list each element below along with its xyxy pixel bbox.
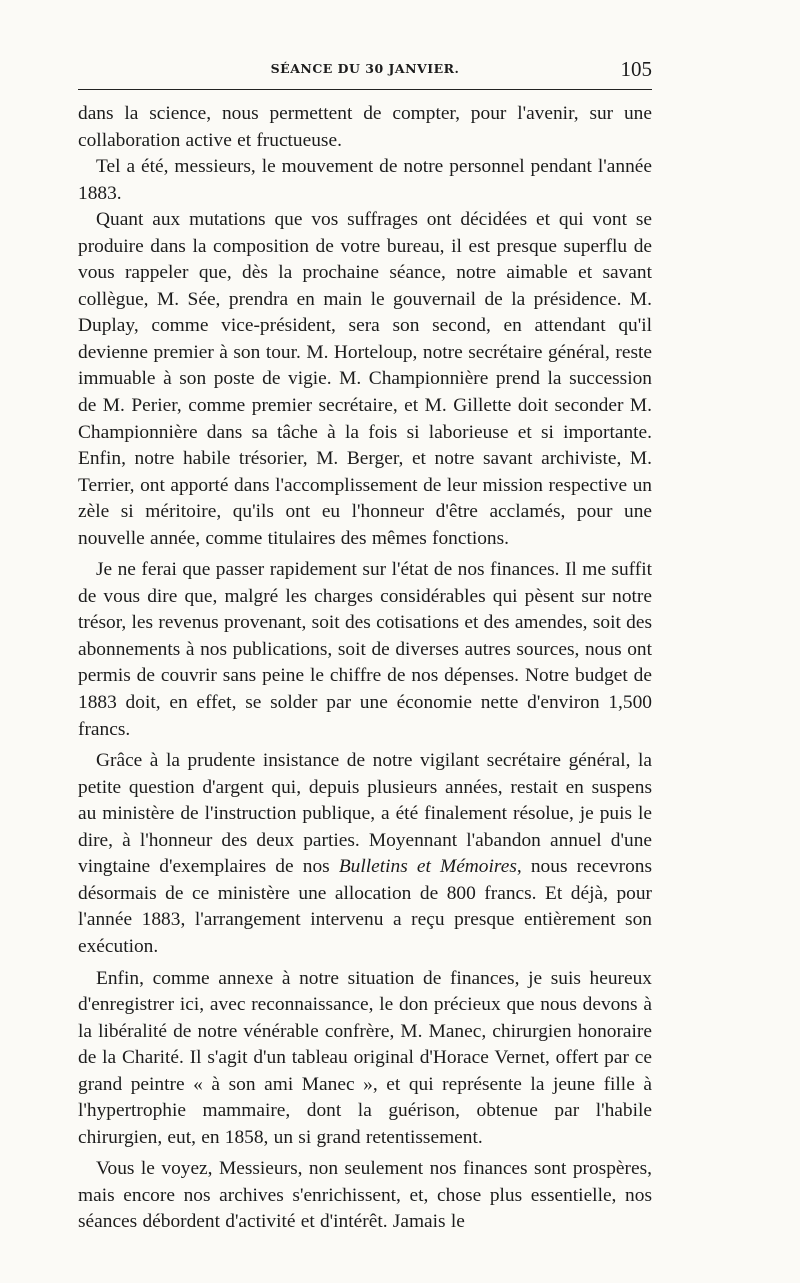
paragraph-bureau: Quant aux mutations que vos suffrages ont décidées et qui vont se produire dans la composition de votre bureau, il est presque superflu de vous rappeler que, dès la prochaine séance, notre aimable et savant collègue, M. Sée, prendra en main le gouvernail de la présidence. M. Duplay, comme vice-président, sera son second, en attendant qu'il devienne premier à son tour. M. Horteloup, notre secrétaire général, reste immuable à son poste de vigie. M. Championnière prend la succession de M. Perier, comme premier secrétaire, et M. Gillette doit seconder M. Championnière dans sa tâche à la fois si laborieuse et si importante. Enfin, notre habile trésorier, M. Berger, et notre savant archiviste, M. Terrier, ont apporté dans l'accomplissement de leur mission respective un zèle si méritoire, qu'ils ont eu l'honneur d'être acclamés, pour une nouvelle année, comme titulaires des mêmes fonctions. [78, 209, 652, 549]
page-header [78, 57, 652, 83]
paragraph-donation: Enfin, comme annexe à notre situation de finances, je suis heureux d'enregistrer ici, avec reconnaissance, le don précieux que nous devons à la libéralité de notre vénérable confrère, M. Manec, chirurgien honoraire de la Charité. Il s'agit d'un tableau original d'Horace Vernet, offert par ce grand peintre « à son ami Manec », et qui représente la jeune fille à l'hypertrophie mammaire, dont la guérison, obtenue par l'habile chirurgien, eut, en 1858, un si grand retentissement. [78, 967, 652, 1148]
running-title: SÉANCE DU 30 JANVIER. [270, 61, 460, 76]
paragraph-ministry [78, 748, 652, 960]
paragraph-finances: Je ne ferai que passer rapidement sur l'état de nos finances. Il me suffit de vous dire que, malgré les charges considérables qui pèsent sur notre trésor, les revenus provenant, soit des cotisations et des amendes, soit des abonnements à nos publications, soit de diverses autres sources, nous ont permis de couvrir sans peine le chiffre de nos dépenses. Notre budget de 1883 doit, en effet, se solder par une économie nette d'environ 1,500 francs. [78, 559, 652, 740]
paragraph-ministry-text-before: Grâce à la prudente insistance de notre vigilant secrétaire général, la petite question d'argent qui, depuis plusieurs années, restait en suspens au ministère de l'instruction publique, a été finalement résolue, je puis le dire, à l'honneur des deux parties. Moyennant l'abandon annuel d'une vingtaine d'exemplaires de nos [78, 750, 652, 878]
paragraph-ministry-italic-title: Bulletins et Mémoires [338, 856, 517, 878]
paragraph-continuation: dans la science, nous permettent de compter, pour l'avenir, sur une collaboration active et fructueuse. [78, 103, 652, 151]
paragraph-conclusion: Vous le voyez, Messieurs, non seulement nos finances sont prospères, mais encore nos archives s'enrichissent, et, chose plus essentielle, nos séances débordent d'activité et d'intérêt. Jamais le [78, 1158, 652, 1233]
body-text [78, 101, 652, 1236]
page-number: 105 [620, 57, 652, 81]
header-rule [78, 89, 652, 90]
paragraph-ministry-text-after: , nous recevrons désormais de ce ministère une allocation de 800 francs. Et déjà, pour l'année 1883, l'arrangement intervenu a reçu presque entièrement son exécution. [78, 856, 653, 957]
paragraph-personnel: Tel a été, messieurs, le mouvement de notre personnel pendant l'année 1883. [78, 156, 652, 204]
